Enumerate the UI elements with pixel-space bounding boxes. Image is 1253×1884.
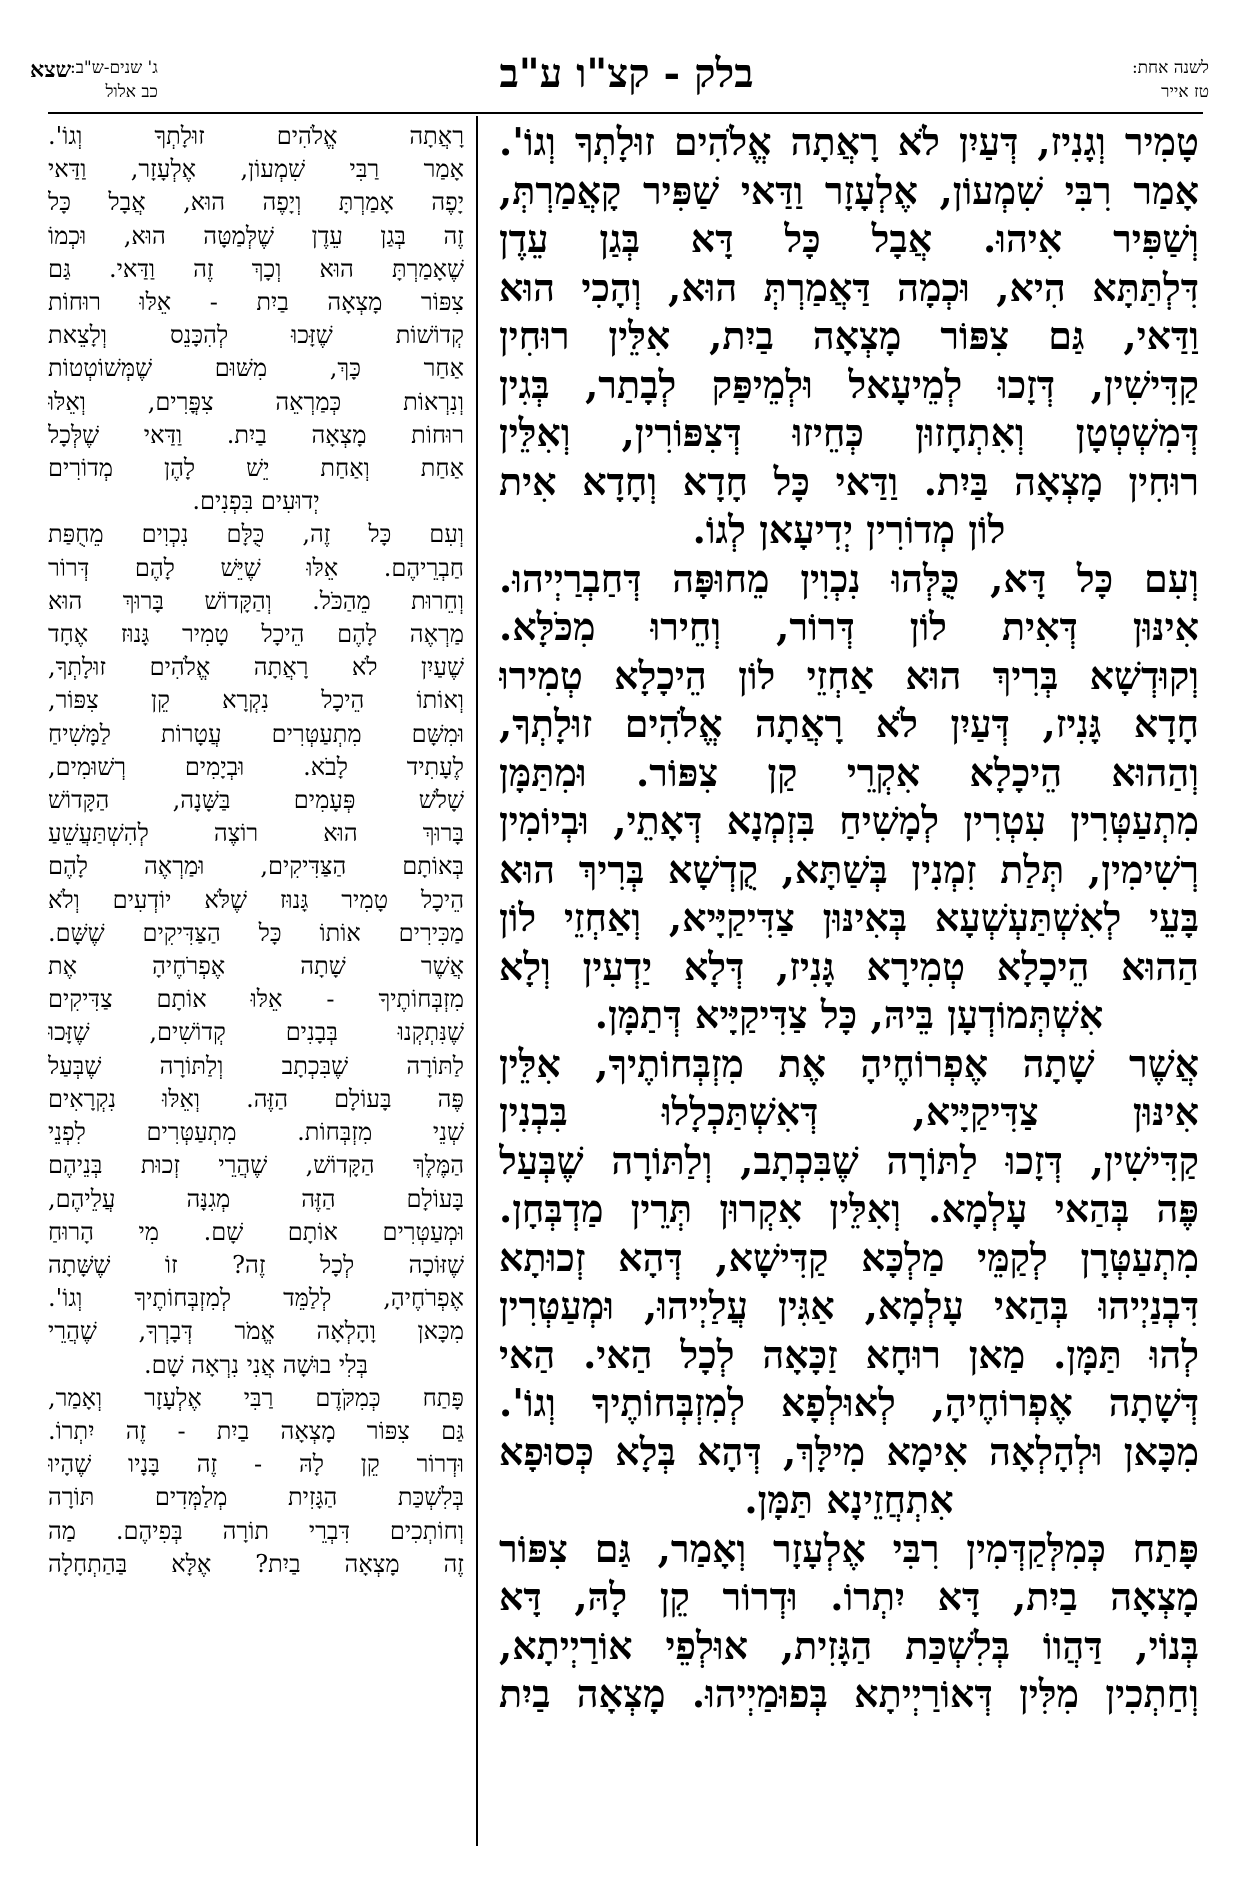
text-line: וּמִשָּׁם מִתְעַטְּרִים עֲטָרוֹת לַמָּשִׁיחַ <box>48 719 464 748</box>
text-line: וּדְרוֹר קֵן לָהּ - זֶה בָּנָיו שֶׁהָיוּ <box>48 1450 464 1479</box>
text-line: שֶׁעַיִן לֹא רָאֲתָה אֱלֹהִים זוּלָתְךָ, <box>48 653 464 682</box>
text-line: וְקוּדְשָׁא בְּרִיךְ הוּא אַחְזֵי לוֹן הֵיכָלָא טְמִירוּ <box>499 652 1199 698</box>
text-line: וְהַהוּא הֵיכָלָא אִקְרֵי קַן צִפּוֹר. וּמִתַּמָּן <box>499 749 1199 795</box>
text-line: בְּלִי בוּשָׁה אֲנִי נִרְאָה שָׁם. <box>143 1350 368 1379</box>
text-line: שְׁנֵי מִזְבְּחוֹת. מִתְעַטְּרִים לִפְנֵי <box>48 1118 464 1147</box>
text-line: פָּתַח כְּמִלְּקַדְּמִין רִבִּי אֶלְעָזָר וְאָמַר, גַּם צִפּוֹר <box>499 1525 1199 1571</box>
text-line: וְחוֹתְכִים דִּבְרֵי תוֹרָה בְּפִיהֶם. מַה <box>48 1516 464 1545</box>
text-line: גַּם צִפּוֹר מָצְאָה בַיִת - זֶה יִתְרוֹ. <box>48 1416 464 1445</box>
text-line: זֶה בְּגַן עֵדֶן שֶׁלְּמַטָּה הוּא, וּכְמוֹ <box>48 221 464 250</box>
schedule-date: כב אלול <box>105 82 158 102</box>
text-line: קַדִּישִׁין, דְּזָכוּ לְמֵיעָאל וּלְמֵיפַּק לְבָתַר, בְּגִין <box>499 361 1199 407</box>
text-line: וְנִרְאוֹת כְּמַרְאֵה צִפֳּרִים, וְאֵלּוּ <box>48 387 464 416</box>
text-line: וְחַתְכִין מִלִּין דְּאוֹרַיְיתָא בְּפוּמַיְיהוּ. מָצְאָה בַיִת <box>499 1671 1199 1716</box>
text-line: בָּעוֹלָם הַזֶּה מְגִנָּה עֲלֵיהֶם, <box>48 1184 464 1213</box>
text-line: וְשַׁפִּיר אִיהוּ. אֲבָל כָּל דָּא בְּגַן עֵדֶן <box>499 216 1199 261</box>
text-line: לַתּוֹרָה שֶׁבִּכְתָב וְלַתּוֹרָה שֶׁבְּעַל <box>48 1051 464 1080</box>
schedule-label: ג' שנים-ש"ב: <box>70 58 158 78</box>
text-line: חָדָא גָּנִיז, דְּעַיִן לֹא רָאֲתָה אֱלֹהִים זוּלָתְךָ, <box>499 701 1199 746</box>
text-line: קְדוֹשׁוֹת שֶׁזָּכוּ לְהִכָּנֵס וְלָצֵאת <box>48 321 464 350</box>
page-header <box>30 52 1223 112</box>
header-divider <box>48 112 1203 114</box>
page-number: שצא <box>30 57 72 83</box>
text-line: בְּאוֹתָם הַצַּדִּיקִים, וּמַרְאֶה לָהֶם <box>48 852 464 881</box>
text-line: קַדִּישִׁין, דְּזָכוּ לַתּוֹרָה שֶׁבִּכְתָב, וְלַתּוֹרָה שֶׁבְּעַל <box>499 1137 1199 1183</box>
translation-column <box>48 120 464 1581</box>
text-line: לוֹן מְדוֹרִין יְדִיעָאן לְגוֹ. <box>692 507 1006 552</box>
text-line: שֶׁזּוֹכָה לְכָל זֶה? זוֹ שֶׁשָּׁתָה <box>48 1250 464 1279</box>
text-line: אֶפְרֹחֶיהָ, לְלַמֵּד לְמִזְבְּחוֹתֶיךָ וְגוֹ'. <box>48 1284 464 1313</box>
text-line: אִשְׁתְּמוֹדְעָן בֵּיהּ, כָּל צַדִּיקַיָּיא דְּתַמָּן. <box>594 992 1104 1037</box>
text-line: הַמֶּלֶךְ הַקָּדוֹשׁ, שֶׁהֲרֵי זְכוּת בְּנֵיהֶם <box>48 1151 464 1180</box>
text-line: וְאוֹתוֹ הֵיכָל נִקְרָא קֵן צִפּוֹר, <box>48 686 464 715</box>
text-line: בְּנוֹי, דַּהֲווֹ בְּלִשְׁכַּת הַגָּזִית, אוּלְפֵי אוֹרַיְיתָא, <box>499 1622 1199 1668</box>
text-line: מִכָּאן וּלְהָלְאָה אִימָא מִילָּךְ, דְּהָא בְּלָא כְּסוּפָא <box>499 1428 1199 1474</box>
text-line: דִּבְנַיְיהוּ בְּהַאי עָלְמָא, אַגִּין עֲלַיְיהוּ, וּמְעַטְּרִין <box>499 1283 1199 1328</box>
text-line: צִפּוֹר מָצְאָה בַיִת - אֵלּוּ רוּחוֹת <box>48 288 464 317</box>
text-line: וּמְעַטְּרִים אוֹתָם שָׁם. מִי הָרוּחַ <box>48 1217 464 1246</box>
text-line: שֶׁאָמַרְתָּ הוּא וְכָךְ זֶה וַדַּאי. גַּם <box>48 254 464 283</box>
page-title: בלק - קצ"ו ע"ב <box>499 50 754 97</box>
text-line: יָפֶה אָמַרְתָּ וְיָפֶה הוּא, אֲבָל כָּל <box>48 188 464 217</box>
text-line: בָּרוּךְ הוּא רוֹצֶה לְהִשְׁתַּעֲשֵׁעַ <box>48 819 464 848</box>
reading-schedule-one-year <box>1132 56 1209 104</box>
text-line: טָמִיר וְגָנִיז, דְּעַיִן לֹא רָאֲתָה אֱלֹהִים זוּלָתְךָ וְגוֹ'. <box>499 119 1199 164</box>
text-line: פֶּה בָּעוֹלָם הַזֶּה. וְאֵלּוּ נִקְרָאִים <box>48 1084 464 1113</box>
text-line: וְעִם כָּל דָּא, כֻּלְּהוּ נִכְוִין מֵחוּפָּה דְּחַבְרַיְיהוּ. <box>499 555 1199 601</box>
text-line: בָּעֵי לְאִשְׁתַּעְשְׁעָא בְּאִינּוּן צַדִּיקַיָּיא, וְאַחְזֵי לוֹן <box>499 895 1199 940</box>
text-line: מָצְאָה בַיִת, דָּא יִתְרוֹ. וּדְרוֹר קֵן לָהּ, דָּא <box>499 1574 1199 1619</box>
text-line: רָאֲתָה אֱלֹהִים זוּלָתְךָ וְגוֹ'. <box>48 122 464 150</box>
text-line: הַהוּא הֵיכָלָא טְמִירָא גָּנִיז, דְּלָא יַדְעִין וְלָא <box>499 943 1199 989</box>
text-line: רוּחוֹת מָצְאָה בַיִת. וַדַּאי שֶׁלְּכָל <box>48 420 464 449</box>
text-line: חַבְרֵיהֶם. אֵלּוּ שֶׁיֵּשׁ לָהֶם דְּרוֹר <box>48 553 464 582</box>
text-line: אֲשֶׁר שָׁתָה אֶפְרֹחֶיהָ אֶת <box>48 952 464 981</box>
column-divider <box>476 116 478 1846</box>
text-line: הֵיכָל טָמִיר גָּנוּז שֶׁלֹּא יוֹדְעִים וְלֹא <box>48 885 464 914</box>
text-line: דִּלְתַּתָּא הִיא, וּכְמָה דַּאֲמַרְתְּ הוּא, וְהָכִי הוּא <box>499 264 1199 310</box>
text-line: לֶעָתִיד לָבֹא. וּבְיָמִים רְשׁוּמִים, <box>48 752 464 781</box>
text-line: מַרְאֶה לָהֶם הֵיכָל טָמִיר גָּנוּז אֶחָד <box>48 620 464 649</box>
text-line: וַדַּאי, גַּם צִפּוֹר מָצְאָה בַיִת, אִלֵּין רוּחִין <box>499 313 1199 358</box>
text-line: אִתְחֲזֵינָא תַּמָּן. <box>744 1477 954 1522</box>
text-line: שָׁלֹשׁ פְּעָמִים בַּשָּׁנָה, הַקָּדוֹשׁ <box>48 786 464 815</box>
schedule-date: טז אייר <box>1161 82 1209 102</box>
reading-schedule-three-year <box>70 56 158 104</box>
text-line: מִתְעַטְּרִין עִטְרִין לְמָשִׁיחַ בִּזְמְנָא דְּאָתֵי, וּבְיוֹמִין <box>499 798 1199 843</box>
text-line: שֶׁנִּתְקְנוּ בְּבָנִים קְדוֹשִׁים, שֶׁזָּכוּ <box>48 1018 464 1047</box>
text-line: אָמַר רַבִּי שִׁמְעוֹן, אֶלְעָזָר, וַדַּאי <box>48 155 464 184</box>
text-line: בְּלִשְׁכַּת הַגָּזִית מְלַמְּדִים תּוֹרָה <box>48 1483 464 1512</box>
schedule-label: לשנה אחת: <box>1131 58 1209 78</box>
text-line: מִכָּאן וָהָלְאָה אֱמֹר דְּבָרְךָ, שֶׁהֲרֵי <box>48 1317 464 1346</box>
text-line: דְּמִשְׁטְטָן וְאִתְחָזוּן כְּחֵיזוּ דְּצִפּוֹרִין, וְאִלֵּין <box>499 410 1199 455</box>
text-line: יְדוּעִים בִּפְנִים. <box>192 487 320 516</box>
text-line: זֶה מָצְאָה בַיִת? אֶלָּא בַּהַתְחָלָה <box>48 1549 464 1578</box>
text-line: לְהוּ תַּמָּן. מַאן רוּחָא זַכָּאָה לְכָל הַאי. הַאי <box>499 1331 1199 1377</box>
text-line: מִזְבְּחוֹתֶיךָ - אֵלּוּ אוֹתָם צַדִּיקִים <box>48 985 464 1014</box>
text-line: אֲשֶׁר שָׁתָה אֶפְרוֹחֶיהָ אֶת מִזְבְּחוֹתֶיךָ, אִלֵּין <box>499 1040 1199 1086</box>
text-line: וְעִם כָּל זֶה, כֻּלָּם נִכְוִים מֵחֻפַּת <box>48 520 464 549</box>
text-line: רְשִׁימִין, תְּלַת זִמְנִין בְּשַׁתָּא, קֻדְשָׁא בְּרִיךְ הוּא <box>499 846 1199 892</box>
text-line: מַכִּירִים אוֹתוֹ כָּל הַצַּדִּיקִים שֶׁשָּׁם. <box>48 918 464 947</box>
text-line: מִתְעַטְּרָן לְקַמֵּי מַלְכָּא קַדִּישָׁא, דְּהָא זְכוּתָא <box>499 1234 1199 1280</box>
text-line: רוּחִין מָצְאָה בַּיִת. וַדַּאי כָּל חָדָא וְחָדָא אִית <box>499 458 1199 504</box>
text-line: וְחֵרוּת מֵהַכֹּל. וְהַקָּדוֹשׁ בָּרוּךְ הוּא <box>48 586 464 615</box>
text-line: אִינּוּן צַדִּיקַיָּיא, דְּאִשְׁתַּכְלָלוּ בִּבְנִין <box>499 1089 1199 1134</box>
text-line: פָּתַח כְּמִקֹּדֶם רַבִּי אֶלְעָזָר וְאָמַר, <box>48 1383 464 1412</box>
text-line: אַחַר כָּךְ, מִשּׁוּם שֶׁמְּשׁוֹטְטוֹת <box>48 354 464 383</box>
main-text-column <box>499 118 1199 1719</box>
text-line: דְּשָׁתָה אֶפְרוֹחֶיהָ, לְאוּלְפָא לְמִזְבְּחוֹתֶיךָ וְגוֹ'. <box>499 1380 1199 1425</box>
text-line: אַחַת וְאַחַת יֵשׁ לָהֶן מְדוֹרִים <box>48 454 464 483</box>
text-line: פֶּה בְּהַאי עָלְמָא. וְאִלֵּין אִקְרוּן תְּרֵין מַדְבְּחָן. <box>499 1186 1199 1231</box>
text-line: אָמַר רִבִּי שִׁמְעוֹן, אֶלְעָזָר וַדַּאי שַׁפִּיר קָאֲמַרְתְּ, <box>499 167 1199 213</box>
text-line: אִינּוּן דְּאִית לוֹן דְּרוֹר, וְחֵירוּ מִכֹּלָּא. <box>499 604 1199 649</box>
